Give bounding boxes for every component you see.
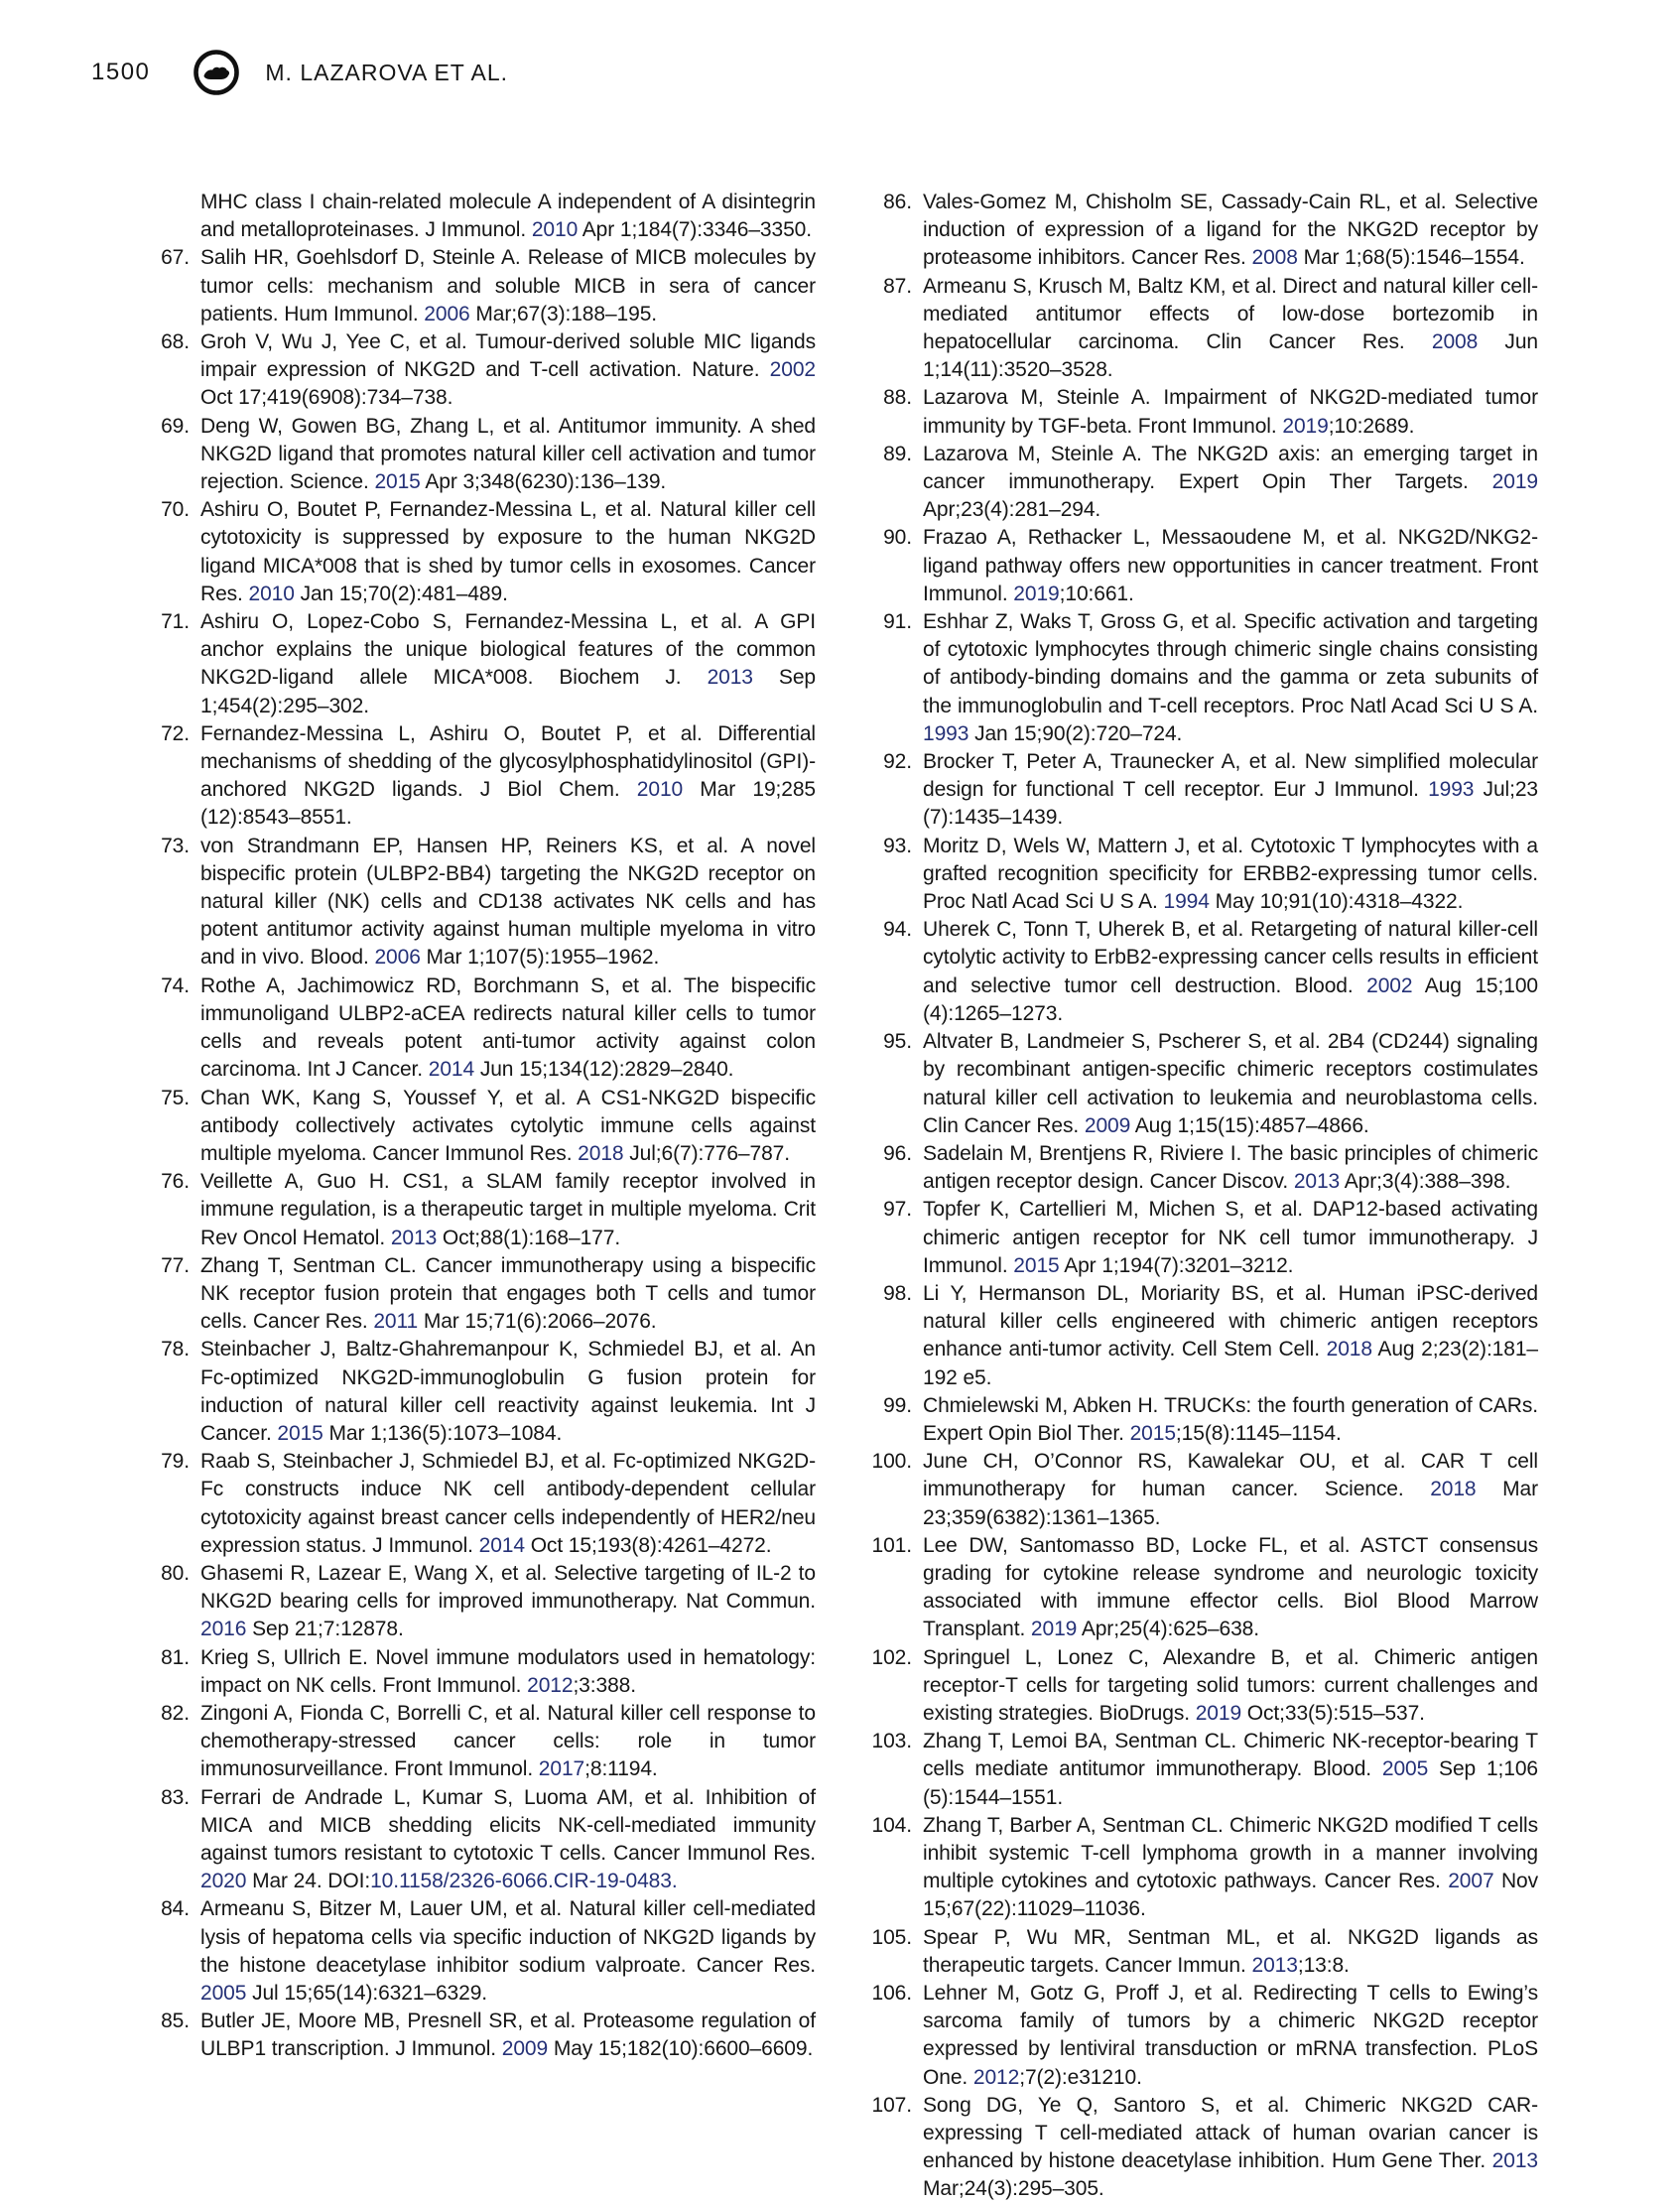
reference-number: 98. bbox=[883, 1281, 912, 1305]
reference-year-doi-link[interactable]: 2009 bbox=[1084, 1113, 1131, 1137]
reference-year-doi-link[interactable]: 2008 bbox=[1251, 246, 1298, 270]
reference-item bbox=[145, 608, 816, 720]
reference-text bbox=[923, 2092, 1538, 2204]
reference-number: 77. bbox=[161, 1253, 190, 1277]
reference-number: 85. bbox=[161, 2010, 190, 2033]
reference-item bbox=[145, 720, 816, 833]
reference-text-segment: Mar 23;359(6382):1361–1365. bbox=[923, 1478, 1538, 1529]
reference-text bbox=[923, 1280, 1538, 1392]
reference-text-segment: Springuel L, Lonez C, Alexandre B, et al. Chimeric antigen receptor-T cells for targeting solid tumors: current challenges and existing strategies. BioDrugs. bbox=[923, 1645, 1538, 1725]
reference-number: 100. bbox=[871, 1450, 912, 1474]
reference-number bbox=[145, 189, 200, 244]
reference-text bbox=[923, 384, 1538, 440]
reference-number: 81. bbox=[161, 1645, 190, 1669]
reference-year-doi-link[interactable]: 2015 bbox=[1129, 1421, 1176, 1445]
reference-text bbox=[923, 1532, 1538, 1644]
reference-year-doi-link[interactable]: 2018 bbox=[1326, 1338, 1372, 1361]
reference-number: 106. bbox=[871, 1982, 912, 2005]
reference-text bbox=[200, 972, 816, 1085]
reference-year-doi-link[interactable]: 2019 bbox=[1195, 1701, 1242, 1725]
reference-text bbox=[923, 1140, 1538, 1196]
reference-item bbox=[145, 1644, 816, 1700]
reference-item bbox=[145, 496, 816, 608]
reference-item bbox=[867, 1140, 1538, 1196]
reference-item bbox=[145, 1336, 816, 1448]
reference-item bbox=[145, 1448, 816, 1560]
reference-text bbox=[923, 1812, 1538, 1924]
reference-item bbox=[867, 1392, 1538, 1448]
reference-text-segment: Aug 1;15(15):4857–4866. bbox=[1130, 1113, 1369, 1137]
reference-text-segment: Jan 15;90(2):720–724. bbox=[969, 721, 1183, 745]
reference-text bbox=[200, 2008, 816, 2063]
reference-number: 82. bbox=[161, 1701, 190, 1725]
reference-text-segment: Armeanu S, Krusch M, Baltz KM, et al. Direct and natural killer cell-mediated antitumor effects of low-dose bortezomib in hepatocellular carcinoma. Clin Cancer Res. bbox=[923, 274, 1538, 354]
reference-year-doi-link[interactable]: 2013 bbox=[1293, 1170, 1341, 1194]
reference-text-segment: Mar 19;285 (12):8543–8551. bbox=[200, 778, 817, 830]
reference-text-segment: MHC class I chain-related molecule A independent of A disintegrin and metalloproteinases. J Immunol. bbox=[200, 191, 816, 242]
reference-year-doi-link[interactable]: 2010 bbox=[636, 778, 684, 802]
reference-text-segment: Ashiru O, Boutet P, Fernandez-Messina L, et al. Natural killer cell cytotoxicity is suppressed by exposure to the human NKG2D ligand MICA*008 that is shed by tumor cells in exosomes. Cancer Res. bbox=[200, 498, 816, 605]
reference-text-segment: Aug 2;23(2):181–192 e5. bbox=[923, 1338, 1538, 1389]
reference-text-segment: Mar 1;107(5):1955–1962. bbox=[420, 946, 660, 970]
reference-item bbox=[145, 413, 816, 497]
reference-text-segment: Nov 15;67(22):11029–11036. bbox=[923, 1870, 1538, 1921]
reference-text-segment: Oct 15;193(8):4261–4272. bbox=[524, 1533, 772, 1557]
reference-text bbox=[923, 441, 1538, 525]
reference-text bbox=[200, 833, 816, 972]
reference-text-segment: ;10:2689. bbox=[1328, 414, 1415, 438]
reference-text-segment: Chan WK, Kang S, Youssef Y, et al. A CS1-NKG2D bispecific antibody collectively activates cytolytic immune cells against multiple myeloma. Cancer Immunol Res. bbox=[200, 1086, 816, 1165]
reference-text bbox=[923, 1448, 1538, 1532]
reference-text bbox=[200, 1560, 816, 1644]
reference-year-doi-link[interactable]: 2013 bbox=[390, 1226, 438, 1249]
reference-year-doi-link[interactable]: 2002 bbox=[769, 358, 816, 382]
reference-item bbox=[145, 1085, 816, 1169]
reference-text bbox=[200, 608, 816, 720]
reference-number: 78. bbox=[161, 1338, 190, 1361]
reference-number: 94. bbox=[883, 918, 912, 942]
reference-item bbox=[145, 1252, 816, 1337]
reference-text-segment: Krieg S, Ullrich E. Novel immune modulators used in hematology: impact on NK cells. Front Immunol. bbox=[200, 1645, 816, 1697]
reference-text-segment: ;8:1194. bbox=[584, 1757, 658, 1781]
reference-text-segment: Ashiru O, Lopez-Cobo S, Fernandez-Messina L, et al. A GPI anchor explains the unique biological features of the common NKG2D-ligand allele MICA*008. Biochem J. bbox=[200, 610, 816, 690]
reference-item bbox=[867, 1028, 1538, 1140]
reference-text-segment: Zhang T, Barber A, Sentman CL. Chimeric NKG2D modified T cells inhibit systemic T-cell lymphoma growth in a manner involving multiple cytokines and cytotoxic pathways. Cancer Res. bbox=[923, 1813, 1538, 1893]
reference-text-segment: Salih HR, Goehlsdorf D, Steinle A. Release of MICB molecules by tumor cells: mechanism and soluble MICB in sera of cancer patients. Hum Immunol. bbox=[200, 246, 816, 325]
reference-year-doi-link[interactable]: 2013 bbox=[1251, 1953, 1298, 1977]
reference-text-segment: Apr 1;184(7):3346–3350. bbox=[578, 218, 812, 242]
reference-number: 87. bbox=[883, 274, 912, 298]
reference-item bbox=[145, 2008, 816, 2063]
page-header bbox=[91, 48, 508, 97]
reference-text-segment: Mar 1;136(5):1073–1084. bbox=[323, 1421, 563, 1445]
reference-text-segment: Oct 17;419(6908):734–738. bbox=[200, 386, 453, 410]
reference-text-segment: Sep 1;454(2):295–302. bbox=[200, 666, 816, 717]
reference-text-segment: May 15;182(10):6600–6609. bbox=[548, 2037, 814, 2061]
reference-item bbox=[867, 833, 1538, 917]
reference-year-doi-link[interactable]: 2013 bbox=[1491, 2149, 1538, 2173]
reference-text-segment: ;10:661. bbox=[1059, 582, 1134, 605]
reference-number: 101. bbox=[871, 1533, 912, 1557]
reference-item bbox=[867, 384, 1538, 440]
reference-year-doi-link[interactable]: 2010 bbox=[531, 218, 579, 242]
reference-text-segment: Frazao A, Rethacker L, Messaoudene M, et al. NKG2D/NKG2-ligand pathway offers new opportunities in cancer treatment. Front Immunol. bbox=[923, 526, 1538, 605]
reference-number: 68. bbox=[161, 330, 190, 354]
running-head: M. LAZAROVA ET AL. bbox=[265, 59, 509, 85]
reference-year-doi-link[interactable]: 2015 bbox=[277, 1421, 323, 1445]
reference-item bbox=[867, 1980, 1538, 2092]
reference-item bbox=[867, 524, 1538, 608]
reference-year-doi-link[interactable]: 2006 bbox=[424, 302, 470, 325]
reference-text-segment: Aug 15;100 (4):1265–1273. bbox=[923, 973, 1538, 1025]
reference-number: 96. bbox=[883, 1141, 912, 1165]
reference-text-segment: Ghasemi R, Lazear E, Wang X, et al. Selective targeting of IL-2 to NKG2D bearing cells for improved immunotherapy. Nat Commun. bbox=[200, 1561, 816, 1614]
reference-text bbox=[200, 1168, 816, 1252]
reference-year-doi-link[interactable]: 2010 bbox=[248, 582, 295, 605]
reference-year-doi-link[interactable]: 2005 bbox=[1381, 1757, 1429, 1781]
reference-number: 88. bbox=[883, 386, 912, 410]
reference-text bbox=[200, 1252, 816, 1337]
reference-text bbox=[200, 1895, 816, 2008]
reference-item bbox=[145, 244, 816, 328]
reference-number: 70. bbox=[161, 498, 190, 522]
reference-text bbox=[200, 1784, 816, 1896]
reference-year-doi-link[interactable]: 2008 bbox=[1431, 330, 1479, 354]
reference-text-segment: Deng W, Gowen BG, Zhang L, et al. Antitumor immunity. A shed NKG2D ligand that promotes natural killer cell activation and tumor rejection. Science. bbox=[200, 414, 816, 494]
reference-text-segment: Oct;88(1):168–177. bbox=[437, 1226, 621, 1249]
reference-item bbox=[145, 328, 816, 413]
reference-year-doi-link[interactable]: 2013 bbox=[707, 666, 753, 690]
reference-item bbox=[867, 1196, 1538, 1280]
reference-year-doi-link[interactable]: 1994 bbox=[1163, 890, 1210, 914]
reference-number: 73. bbox=[161, 834, 190, 857]
reference-number: 89. bbox=[883, 442, 912, 465]
reference-text-segment: Armeanu S, Bitzer M, Lauer UM, et al. Natural killer cell-mediated lysis of hepatoma cells via specific induction of NKG2D ligands by the histone deacetylase inhibitor sodium valproate. Cancer Res. bbox=[200, 1897, 816, 1977]
reference-number: 80. bbox=[161, 1561, 190, 1585]
reference-item bbox=[867, 273, 1538, 385]
reference-year-doi-link[interactable]: 2018 bbox=[578, 1141, 624, 1165]
reference-number: 105. bbox=[871, 1925, 912, 1949]
reference-text-segment: Uherek C, Tonn T, Uherek B, et al. Retargeting of natural killer-cell cytolytic activity to ErbB2-expressing cancer cells results in efficient and selective tumor cell destruction. Blood. bbox=[923, 918, 1538, 997]
reference-text-segment: Jul;23 (7):1435–1439. bbox=[923, 778, 1538, 830]
reference-item bbox=[867, 1812, 1538, 1924]
reference-year-doi-link[interactable]: 2012 bbox=[972, 2065, 1020, 2089]
reference-text bbox=[923, 1980, 1538, 2092]
reference-text-segment: Apr 3;348(6230):136–139. bbox=[420, 470, 667, 494]
reference-item bbox=[145, 1560, 816, 1644]
reference-text-segment: Lee DW, Santomasso BD, Locke FL, et al. ASTCT consensus grading for cytokine release syndrome and neurologic toxicity associated with immune effector cells. Biol Blood Marrow Transplant. bbox=[923, 1533, 1538, 1641]
reference-text bbox=[923, 1392, 1538, 1448]
reference-text-segment: Oct;33(5):515–537. bbox=[1241, 1701, 1425, 1725]
reference-text-segment: Lehner M, Gotz G, Proff J, et al. Redirecting T cells to Ewing’s sarcoma family of tumors by a chimeric NKG2D receptor expressed by lentiviral transduction or mRNA transfection. PLoS One. bbox=[923, 1982, 1538, 2089]
reference-text-segment: Jun 1;14(11):3520–3528. bbox=[923, 330, 1538, 382]
reference-item bbox=[145, 1895, 816, 2008]
reference-number: 79. bbox=[161, 1450, 190, 1474]
reference-text-segment: Topfer K, Cartellieri M, Michen S, et al. DAP12-based activating chimeric antigen receptor for NK cell tumor immunotherapy. J Immunol. bbox=[923, 1198, 1538, 1277]
reference-text bbox=[923, 524, 1538, 608]
reference-text-segment: Zhang T, Sentman CL. Cancer immunotherapy using a bispecific NK receptor fusion protein that engages both T cells and tumor cells. Cancer Res. bbox=[200, 1253, 816, 1334]
reference-number: 99. bbox=[883, 1393, 912, 1417]
reference-item bbox=[145, 189, 816, 244]
reference-text-segment: Altvater B, Landmeier S, Pscherer S, et al. 2B4 (CD244) signaling by recombinant antigen-specific chimeric receptors costimulates natural killer cell activation to leukemia and neuroblastoma cells. Clin Cancer Res. bbox=[923, 1030, 1538, 1137]
reference-text bbox=[923, 189, 1538, 273]
reference-text-segment: Fernandez-Messina L, Ashiru O, Boutet P, et al. Differential mechanisms of shedding of the glycosylphosphatidylinositol (GPI)-anchored NKG2D ligands. J Biol Chem. bbox=[200, 721, 816, 802]
reference-item bbox=[867, 1280, 1538, 1392]
reference-text-segment: Jul 15;65(14):6321–6329. bbox=[246, 1982, 488, 2005]
reference-text-segment: Apr 1;194(7):3201–3212. bbox=[1059, 1253, 1294, 1277]
reference-text-segment: Mar 15;71(6):2066–2076. bbox=[418, 1310, 657, 1334]
reference-number: 93. bbox=[883, 834, 912, 857]
reference-number: 103. bbox=[871, 1730, 912, 1753]
reference-text-segment: May 10;91(10):4318–4322. bbox=[1209, 890, 1464, 914]
reference-number: 97. bbox=[883, 1198, 912, 1222]
reference-text-segment: Groh V, Wu J, Yee C, et al. Tumour-derived soluble MIC ligands impair expression of NKG2D and T-cell activation. Nature. bbox=[200, 330, 816, 382]
reference-text bbox=[923, 748, 1538, 833]
reference-number: 90. bbox=[883, 526, 912, 550]
reference-year-doi-link[interactable]: 2006 bbox=[374, 946, 421, 970]
reference-item bbox=[145, 972, 816, 1085]
reference-year-doi-link[interactable]: 2019 bbox=[1282, 414, 1329, 438]
reference-text-segment: Sep 1;106 (5):1544–1551. bbox=[923, 1757, 1539, 1809]
reference-number: 72. bbox=[161, 721, 190, 745]
reference-text-segment: Ferrari de Andrade L, Kumar S, Luoma AM, et al. Inhibition of MICA and MICB shedding elicits NK-cell-mediated immunity against tumors resistant to cytotoxic T cells. Cancer Immunol Res. bbox=[200, 1785, 816, 1865]
reference-text-segment: Jun 15;134(12):2829–2840. bbox=[474, 1058, 734, 1082]
reference-text-segment: ;7(2):e31210. bbox=[1019, 2065, 1142, 2089]
reference-item bbox=[867, 189, 1538, 273]
reference-text-segment: Rothe A, Jachimowicz RD, Borchmann S, et al. The bispecific immunoligand ULBP2-aCEA redirects natural killer cells to tumor cells and reveals potent anti-tumor activity against colon carcinoma. Int J Cancer. bbox=[200, 973, 816, 1082]
reference-text-segment: Mar 1;68(5):1546–1554. bbox=[1297, 246, 1525, 270]
reference-year-doi-link[interactable]: 2005 bbox=[200, 1982, 247, 2005]
reference-text-segment: Mar;24(3):295–305. bbox=[923, 2177, 1104, 2201]
reference-text-segment: ;15(8):1145–1154. bbox=[1175, 1421, 1342, 1445]
reference-text bbox=[923, 1644, 1538, 1729]
reference-item bbox=[867, 1532, 1538, 1644]
reference-number: 76. bbox=[161, 1170, 190, 1194]
reference-text-segment: Eshhar Z, Waks T, Gross G, et al. Specific activation and targeting of cytotoxic lymphocytes through chimeric single chains consisting of antibody-binding domains and the gamma or zeta subunits of the immunoglobulin and T-cell receptors. Proc Natl Acad Sci U S A. bbox=[923, 610, 1538, 717]
reference-year-doi-link[interactable]: 2015 bbox=[374, 470, 421, 494]
reference-text-segment: Mar;67(3):188–195. bbox=[469, 302, 658, 325]
references-column-right bbox=[867, 189, 1538, 2204]
reference-text-segment: Brocker T, Peter A, Traunecker A, et al. New simplified molecular design for functional T cell receptor. Eur J Immunol. bbox=[923, 750, 1538, 802]
reference-item bbox=[867, 1924, 1538, 1980]
reference-text bbox=[200, 1644, 816, 1700]
reference-year-doi-link[interactable]: 2014 bbox=[478, 1533, 525, 1557]
reference-year-doi-link[interactable]: 2011 bbox=[373, 1310, 419, 1334]
reference-item bbox=[867, 441, 1538, 525]
reference-text-segment: Sep 21;7:12878. bbox=[246, 1618, 404, 1641]
reference-number: 86. bbox=[883, 191, 912, 213]
reference-text-segment: Vales-Gomez M, Chisholm SE, Cassady-Cain RL, et al. Selective induction of expression of a ligand for the NKG2D receptor by proteasome inhibitors. Cancer Res. bbox=[923, 191, 1538, 270]
reference-year-doi-link[interactable]: 2007 bbox=[1448, 1870, 1494, 1893]
reference-number: 104. bbox=[871, 1813, 912, 1837]
reference-item bbox=[867, 748, 1538, 833]
reference-text-segment: Apr;23(4):281–294. bbox=[923, 498, 1101, 522]
reference-item bbox=[145, 833, 816, 972]
reference-text-segment: Sadelain M, Brentjens R, Riviere I. The basic principles of chimeric antigen receptor design. Cancer Discov. bbox=[923, 1141, 1538, 1194]
reference-text-segment: Moritz D, Wels W, Mattern J, et al. Cytotoxic T lymphocytes with a grafted recognition specificity for ERBB2-expressing tumor cells. Proc Natl Acad Sci U S A. bbox=[923, 834, 1538, 914]
reference-item bbox=[867, 608, 1538, 748]
reference-text-segment: Lazarova M, Steinle A. Impairment of NKG2D-mediated tumor immunity by TGF-beta. Front Immunol. bbox=[923, 386, 1538, 438]
reference-number: 92. bbox=[883, 750, 912, 774]
reference-text bbox=[200, 328, 816, 413]
reference-text-segment: Jan 15;70(2):481–489. bbox=[294, 582, 508, 605]
reference-year-doi-link[interactable]: 2018 bbox=[1430, 1478, 1477, 1501]
reference-text bbox=[200, 720, 816, 833]
reference-number: 67. bbox=[161, 246, 190, 270]
reference-number: 75. bbox=[161, 1086, 190, 1109]
reference-text bbox=[200, 244, 816, 328]
taylor-francis-logo-icon bbox=[192, 48, 241, 97]
reference-text-segment: Zhang T, Lemoi BA, Sentman CL. Chimeric NK-receptor-bearing T cells mediate antitumor immunotherapy. Blood. bbox=[923, 1730, 1538, 1781]
reference-text bbox=[200, 1085, 816, 1169]
reference-text bbox=[923, 1196, 1538, 1280]
reference-year-doi-link[interactable]: 2009 bbox=[501, 2037, 549, 2061]
reference-text bbox=[923, 833, 1538, 917]
reference-year-doi-link[interactable]: 1993 bbox=[923, 721, 969, 745]
reference-number: 95. bbox=[883, 1030, 912, 1054]
reference-year-doi-link[interactable]: 2002 bbox=[1366, 973, 1413, 997]
reference-text bbox=[200, 1336, 816, 1448]
reference-text bbox=[923, 273, 1538, 385]
reference-year-doi-link[interactable]: 10.1158/2326-6066.CIR-19-0483. bbox=[370, 1870, 678, 1893]
reference-text-segment: Chmielewski M, Abken H. TRUCKs: the fourth generation of CARs. Expert Opin Biol Ther. bbox=[923, 1393, 1538, 1445]
reference-item bbox=[145, 1784, 816, 1896]
page-number: 1500 bbox=[91, 59, 151, 85]
reference-text-segment: von Strandmann EP, Hansen HP, Reiners KS, et al. A novel bispecific protein (ULBP2-BB4) targeting the NKG2D receptor on natural killer (NK) cells and CD138 activates NK cells and has potent antitumor activity against human multiple myeloma in vitro and in vivo. Blood. bbox=[200, 834, 816, 970]
reference-text bbox=[200, 413, 816, 497]
reference-number: 84. bbox=[161, 1897, 190, 1921]
reference-number: 74. bbox=[161, 973, 190, 997]
reference-text-segment: Apr;3(4):388–398. bbox=[1340, 1170, 1511, 1194]
reference-item bbox=[867, 916, 1538, 1028]
reference-item bbox=[145, 1168, 816, 1252]
reference-text-segment: Lazarova M, Steinle A. The NKG2D axis: an emerging target in cancer immunotherapy. Expert Opin Ther Targets. bbox=[923, 442, 1538, 494]
reference-text-segment: ;3:388. bbox=[573, 1673, 636, 1697]
reference-text bbox=[923, 1728, 1538, 1812]
reference-text bbox=[923, 608, 1538, 748]
reference-text-segment: Spear P, Wu MR, Sentman ML, et al. NKG2D ligands as therapeutic targets. Cancer Immun. bbox=[923, 1925, 1538, 1977]
reference-text-segment: Veillette A, Guo H. CS1, a SLAM family receptor involved in immune regulation, is a therapeutic target in multiple myeloma. Crit Rev Oncol Hematol. bbox=[200, 1170, 816, 1249]
reference-year-doi-link[interactable]: 2019 bbox=[1013, 582, 1060, 605]
reference-year-doi-link[interactable]: 2014 bbox=[428, 1058, 475, 1082]
reference-text bbox=[200, 496, 816, 608]
reference-text-segment: Steinbacher J, Baltz-Ghahremanpour K, Schmiedel BJ, et al. An Fc-optimized NKG2D-immunoglobulin G fusion protein for induction of natural killer cell reactivity against leukemia. Int J Cancer. bbox=[200, 1338, 816, 1445]
reference-text bbox=[200, 1448, 816, 1560]
reference-item bbox=[867, 1448, 1538, 1532]
reference-text-segment: June CH, O’Connor RS, Kawalekar OU, et al. CAR T cell immunotherapy for human cancer. Science. bbox=[923, 1450, 1538, 1501]
reference-text-segment: Li Y, Hermanson DL, Moriarity BS, et al. Human iPSC-derived natural killer cells engineered with chimeric antigen receptors enhance anti-tumor activity. Cell Stem Cell. bbox=[923, 1281, 1538, 1361]
reference-year-doi-link[interactable]: 2019 bbox=[1030, 1618, 1078, 1641]
reference-text bbox=[923, 1028, 1538, 1140]
reference-text-segment: ;13:8. bbox=[1297, 1953, 1350, 1977]
reference-item bbox=[867, 1728, 1538, 1812]
reference-item bbox=[867, 1644, 1538, 1729]
references-column-left bbox=[145, 189, 816, 2204]
references-section bbox=[145, 189, 1538, 2204]
reference-year-doi-link[interactable]: 2015 bbox=[1013, 1253, 1060, 1277]
reference-item bbox=[867, 2092, 1538, 2204]
reference-text-segment: Zingoni A, Fionda C, Borrelli C, et al. Natural killer cell response to chemotherapy-stressed cancer cells: role in tumor immunosurveillance. Front Immunol. bbox=[200, 1701, 816, 1781]
reference-number: 102. bbox=[871, 1645, 912, 1669]
reference-number: 69. bbox=[161, 414, 190, 438]
reference-number: 107. bbox=[871, 2093, 912, 2117]
reference-number: 91. bbox=[883, 610, 912, 634]
reference-year-doi-link[interactable]: 2016 bbox=[200, 1618, 247, 1641]
reference-text bbox=[200, 189, 816, 244]
reference-number: 83. bbox=[161, 1785, 190, 1809]
reference-text-segment: Song DG, Ye Q, Santoro S, et al. Chimeric NKG2D CAR-expressing T cell-mediated attack of human ovarian cancer is enhanced by histone deacetylase inhibition. Hum Gene Ther. bbox=[923, 2093, 1538, 2173]
reference-year-doi-link[interactable]: 2017 bbox=[538, 1757, 585, 1781]
reference-text bbox=[923, 916, 1538, 1028]
reference-text-segment: Raab S, Steinbacher J, Schmiedel BJ, et al. Fc-optimized NKG2D-Fc constructs induce NK cell antibody-dependent cellular cytotoxicity against breast cancer cells independently of HER2/neu expression status. J Immunol. bbox=[200, 1450, 816, 1557]
reference-year-doi-link[interactable]: 2020 bbox=[200, 1870, 247, 1893]
reference-year-doi-link[interactable]: 2019 bbox=[1491, 470, 1538, 494]
reference-year-doi-link[interactable]: 1993 bbox=[1428, 778, 1475, 802]
reference-item bbox=[145, 1700, 816, 1784]
reference-number: 71. bbox=[161, 610, 190, 634]
reference-text-segment: Apr;25(4):625–638. bbox=[1077, 1618, 1259, 1641]
reference-text-segment: Jul;6(7):776–787. bbox=[623, 1141, 790, 1165]
reference-text bbox=[923, 1924, 1538, 1980]
reference-text-segment: Mar 24. DOI: bbox=[246, 1870, 371, 1893]
reference-text bbox=[200, 1700, 816, 1784]
reference-year-doi-link[interactable]: 2012 bbox=[527, 1673, 574, 1697]
reference-text-segment: Butler JE, Moore MB, Presnell SR, et al. Proteasome regulation of ULBP1 transcription. J Immunol. bbox=[200, 2010, 816, 2061]
